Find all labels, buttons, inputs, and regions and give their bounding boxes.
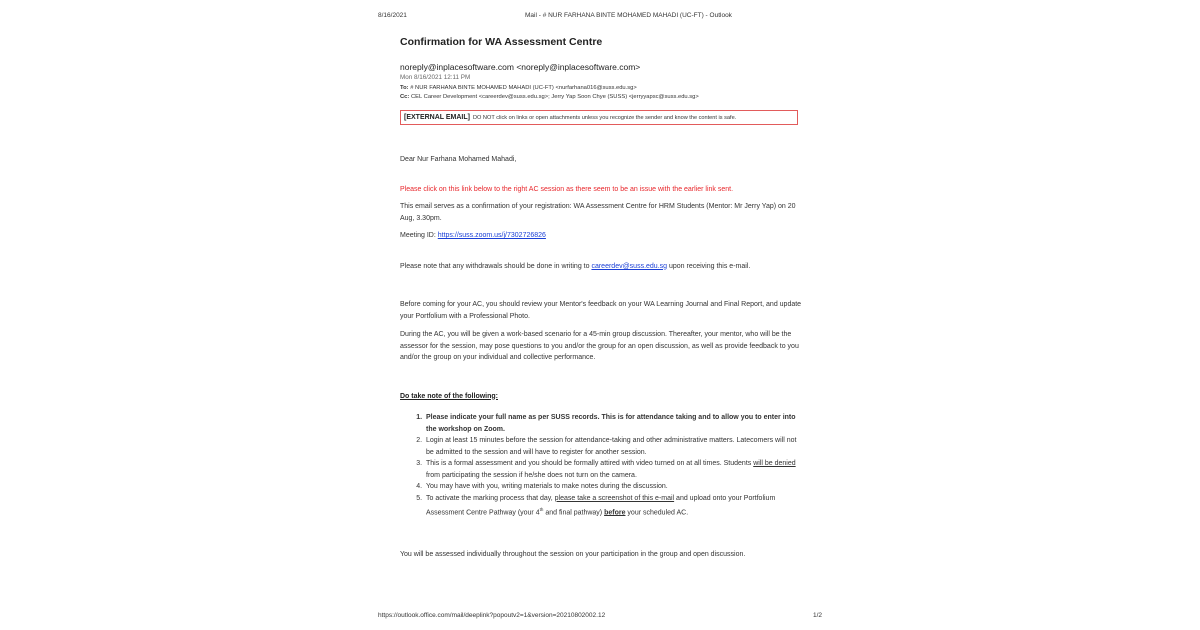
external-email-warning: DO NOT click on links or open attachments unless you recognize the sender and know the content is safe. <box>472 114 737 121</box>
careerdev-email-link[interactable]: careerdev@suss.edu.sg <box>591 262 668 270</box>
note-3-text-post: from participating the session if he/she does not turn on the camera. <box>426 471 637 479</box>
greeting: Dear Nur Farhana Mohamed Mahadi, <box>400 156 517 163</box>
during-ac-paragraph: During the AC, you will be given a work-based scenario for a 45-min group discussion. Thereafter, your mentor, who will be the assessor for the session, may pose questions to you and/or the group for an open discussion, as well as provide feedback to you and/or the group on your individual and collective performance. <box>400 331 799 361</box>
note-3-underlined: will be denied <box>753 460 796 467</box>
note-item-1 <box>424 412 805 435</box>
note-5-bold: before <box>604 509 626 517</box>
print-page-number: 1/2 <box>812 612 822 619</box>
email-recipients <box>400 84 805 101</box>
note-5-underlined: please take a screenshot of this e-mail <box>554 494 675 502</box>
note-item-2 <box>424 435 805 458</box>
print-date: 8/16/2021 <box>378 12 407 19</box>
note-2-text: Login at least 15 minutes before the session for attendance-taking and other administrative matters. Latecomers will not be admitted to the session and will have to register for another session. <box>426 437 797 456</box>
note-5-text-post: your scheduled AC. <box>625 509 689 517</box>
before-ac-paragraph: Before coming for your AC, you should review your Mentor's feedback on your WA Learning Journal and Final Report, and update your Portfolium with a Professional Photo. <box>400 301 802 320</box>
email-message <box>400 36 805 560</box>
external-email-banner <box>400 110 798 125</box>
note-item-3 <box>424 458 805 481</box>
external-email-tag: [EXTERNAL EMAIL] <box>404 114 470 121</box>
to-label: To: <box>400 85 409 91</box>
cc-line <box>400 93 805 102</box>
withdrawal-text-pre: Please note that any withdrawals should be done in writing to <box>400 262 592 270</box>
withdrawal-text-post: upon receiving this e-mail. <box>667 262 751 270</box>
email-sent-time: Mon 8/16/2021 12:11 PM <box>400 74 471 81</box>
note-item-4 <box>424 481 805 493</box>
email-sender[interactable]: noreply@inplacesoftware.com <noreply@inplacesoftware.com> <box>400 62 641 72</box>
notes-list <box>400 412 805 519</box>
email-subject: Confirmation for WA Assessment Centre <box>400 36 603 48</box>
confirmation-paragraph: This email serves as a confirmation of your registration: WA Assessment Centre for HRM Students (Mentor: Mr Jerry Yap) on 20 Aug, 3.30pm. <box>400 203 796 222</box>
notes-title: Do take note of the following: <box>400 392 498 400</box>
note-5-text-mid2: and final pathway) <box>543 509 605 517</box>
meeting-id-label: Meeting ID: <box>400 232 438 239</box>
to-recipients[interactable]: # NUR FARHANA BINTE MOHAMED MAHADI (UC-FT) <nurfarhana016@suss.edu.sg> <box>410 85 637 91</box>
withdrawal-paragraph <box>400 261 805 273</box>
note-1-text: Please indicate your full name as per SUSS records. This is for attendance taking and to allow you to enter into the workshop on Zoom. <box>426 414 796 433</box>
cc-recipients[interactable]: CEL Career Development <careerdev@suss.edu.sg>; Jerry Yap Soon Chye (SUSS) <jerryyapsc@suss.edu.sg> <box>410 93 699 100</box>
note-5-text-mid: and upload onto your Portfolium Assessment Centre Pathway (your 4 <box>426 494 776 517</box>
closing-paragraph: You will be assessed individually throughout the session on your participation in the group and open discussion. <box>400 550 746 558</box>
note-4-text: You may have with you, writing materials to make notes during the discussion. <box>426 483 668 490</box>
print-url: https://outlook.office.com/mail/deeplink?popoutv2=1&version=20210802002.12 <box>378 612 606 619</box>
red-notice: Please click on this link below to the right AC session as there seem to be an issue with the earlier link sent. <box>400 185 734 193</box>
note-3-text-pre: This is a formal assessment and you should be formally attired with video turned on at all times. Students <box>426 460 754 467</box>
note-5-text-pre: To activate the marking process that day, <box>426 494 555 502</box>
email-body <box>400 154 805 560</box>
print-title: Mail - # NUR FARHANA BINTE MOHAMED MAHADI (UC-FT) - Outlook <box>525 12 732 19</box>
to-line <box>400 84 805 93</box>
note-item-5 <box>424 493 805 519</box>
meeting-id-line <box>400 230 805 242</box>
meeting-link[interactable]: https://suss.zoom.us/j/7302726826 <box>437 232 546 239</box>
note-5-superscript: th <box>539 507 544 512</box>
cc-label: Cc: <box>400 93 410 100</box>
